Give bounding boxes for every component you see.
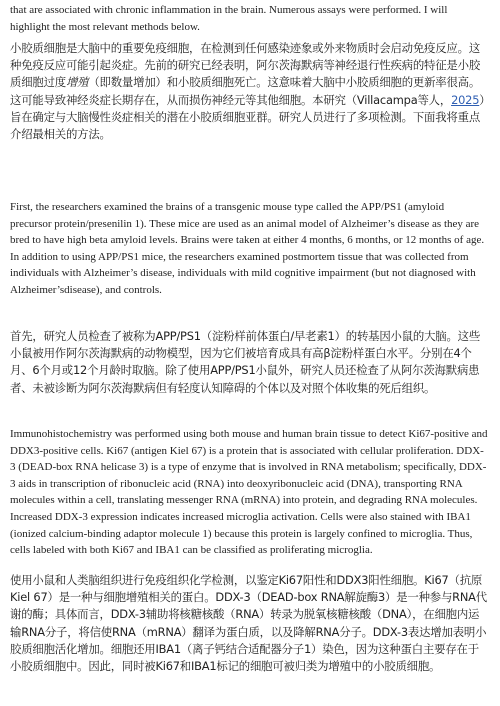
paragraph-en-intro: that are associated with chronic inflammation in the brain. Numerous assays were performed. I will highlight the most relevant methods below. bbox=[10, 4, 448, 33]
paragraph-en-immunohistochemistry: Immunohistochemistry was performed using both mouse and human brain tissue to detect Ki67-positive and DDX3-positive cells. Ki67 (antigen Kiel 67) is a protein that is associated with cellular proliferation. DDX-3 (DEAD-box RNA helicase 3) is a type of enzyme that is involved in RNA metabolism; specifically, DDX-3 aids in transcription of ribonucleic acid (RNA) into deoxyribonucleic acid (DNA), transporting RNA molecules within a cell, translating messenger RNA (mRNA) into protein, and degrading RNA molecules. Increased DDX-3 expression indicates increased microglia activation. Cells were also stained with IBA1 (ionized calcium-binding adaptor molecule 1) because this protein is largely confined to microglia. Thus, cells labeled with both Ki67 and IBA1 can be classified as proliferating microglia. bbox=[10, 428, 488, 557]
paragraph-zh-immunohistochemistry: 使用小鼠和人类脑组织进行免疫组织化学检测，以鉴定Ki67阳性和DDX3阳性细胞。Ki67（抗原Kiel 67）是一种与细胞增殖相关的蛋白。DDX-3（DEAD-box RNA解旋酶3）是一种参与RNA代谢的酶；具体而言，DDX-3辅助将核糖核酸（RNA）转录为脱氧核糖核酸（DNA），在细胞内运输RNA分子，将信使RNA（mRNA）翻译为蛋白质，以及降解RNA分子。DDX-3表达增加表明小胶质细胞活化增加。细胞还用IBA1（离子钙结合适配器分子1）染色，因为这种蛋白主要存在于小胶质细胞中。因此，同时被Ki67和IBA1标记的细胞可被归类为增殖中的小胶质细胞。 bbox=[10, 573, 487, 674]
citation-link-2025[interactable]: 2025 bbox=[451, 92, 480, 107]
paragraph-en-app-ps1: First, the researchers examined the brains of a transgenic mouse type called the APP/PS1 (amyloid precursor protein/presenilin 1). These mice are used as an animal model of Alzheimer’s disease as they are bred to have high beta amyloid levels. Brains were taken at either 4 months, 6 months, or 12 months of age. In addition to using APP/PS1 mice, the researchers examined postmortem tissue that was collected from individuals with Alzheimer’s disease, individuals with mild cognitive impairment (but not diagnosed with Alzheimer’sdisease), and controls. bbox=[10, 201, 485, 296]
paragraph-zh-microglia bbox=[10, 40, 488, 143]
paragraph-zh-microglia-part-a: 小胶质细胞是大脑中的重要免疫细胞，在检测到任何感染迹象或外来物质时会启动免疫反应。这种免疫反应可能引起炎症。先前的研究已经表明，阿尔茨海默病等神经退行性疾病的特征是小胶质细胞过度 bbox=[10, 41, 481, 90]
emphasis-proliferation: 增殖 bbox=[65, 75, 89, 90]
paragraph-zh-microglia-part-c: ）旨在确定与大脑慢性炎症相关的潜在小胶质细胞亚群。研究人员进行了多项检测。下面我将重点介绍最相关的方法。 bbox=[10, 92, 485, 142]
paragraph-zh-microglia-part-b: （即数量增加）和小胶质细胞死亡。这意味着大脑中小胶质细胞的更新率很高。这可能导致神经炎症长期存在，从而损伤神经元等其他细胞。本研究（Villacampa等人， bbox=[10, 75, 481, 107]
paragraph-zh-app-ps1: 首先，研究人员检查了被称为APP/PS1（淀粉样前体蛋白/早老素1）的转基因小鼠的大脑。这些小鼠被用作阿尔茨海默病的动物模型，因为它们被培育成具有高β淀粉样蛋白水平。分别在4个月、6个月或12个月龄时取脑。除了使用APP/PS1小鼠外，研究人员还检查了从阿尔茨海默病患者、未被诊断为阿尔茨海默病但有轻度认知障碍的个体以及对照个体收集的死后组织。 bbox=[10, 329, 481, 395]
